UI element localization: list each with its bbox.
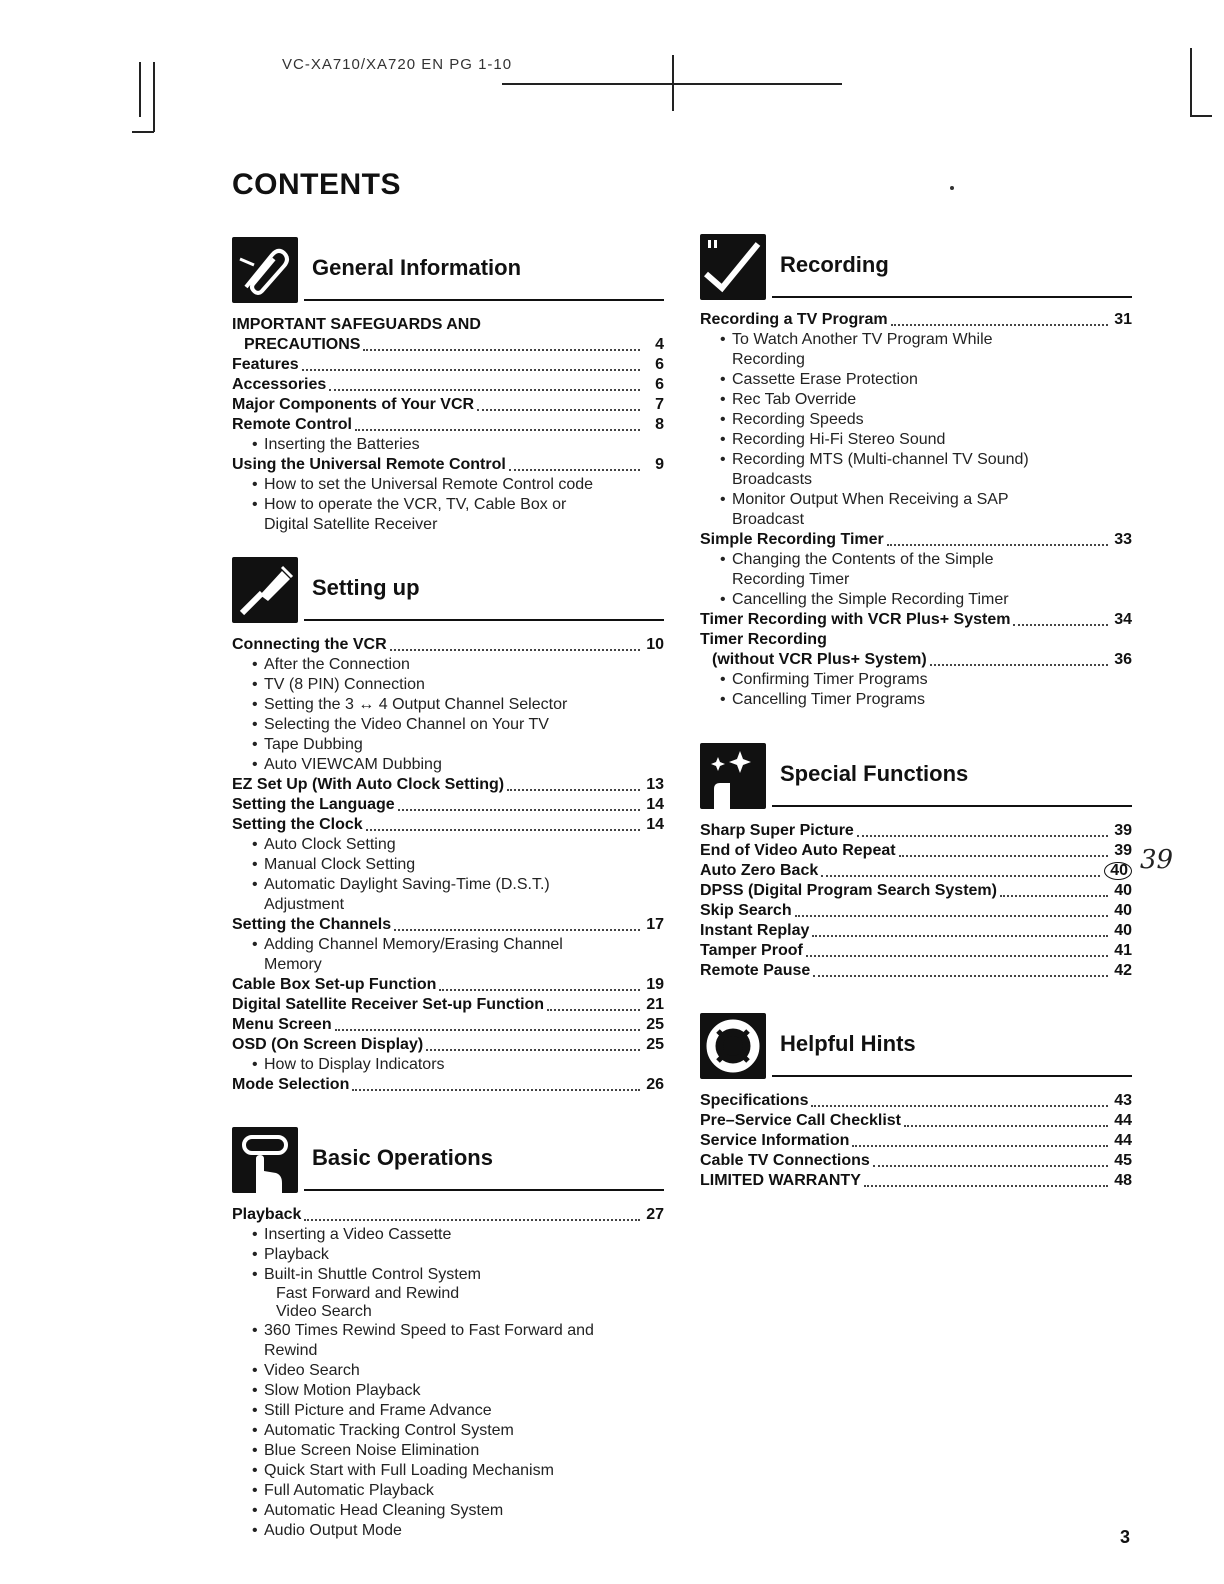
- toc-entry-setting-channels[interactable]: [232, 915, 664, 935]
- toc-entry-remote-control[interactable]: [232, 415, 664, 435]
- section-rule: [304, 299, 664, 301]
- toc-entry-ez-set-up[interactable]: [232, 775, 664, 795]
- section-title: Basic Operations: [312, 1145, 493, 1170]
- section-header: [700, 1013, 1132, 1081]
- toc-page-number: 25: [646, 1036, 664, 1053]
- toc-subitem: • Inserting the Batteries: [232, 435, 664, 455]
- dot-leader: [507, 789, 640, 791]
- header-rule-tick: [672, 55, 674, 111]
- toc-list: [700, 821, 1132, 981]
- toc-entry-label: Playback: [232, 1206, 302, 1223]
- toc-page-number: 31: [1114, 311, 1132, 328]
- toc-entry-label: Connecting the VCR: [232, 636, 387, 653]
- page-number: 3: [1120, 1527, 1131, 1547]
- section-rule: [772, 805, 1132, 807]
- toc-entry-label: Service Information: [700, 1132, 850, 1149]
- toc-subitem: • 360 Times Rewind Speed to Fast Forward and: [232, 1321, 664, 1341]
- section-header: [232, 237, 664, 305]
- section-setting-up: [232, 557, 664, 1095]
- toc-page-number: 36: [1114, 651, 1132, 668]
- checkmark-icon: [700, 234, 766, 300]
- toc-subitem-continued: Video Search: [276, 1303, 372, 1320]
- dot-leader: [426, 1049, 640, 1051]
- toc-entry-prefix: [700, 630, 1132, 650]
- dot-leader: [477, 409, 640, 411]
- crop-mark-left-b: [153, 62, 155, 132]
- toc-subitem: • Blue Screen Noise Elimination: [232, 1441, 664, 1461]
- toc-entry-timer-vcr-plus[interactable]: [700, 610, 1132, 630]
- section-header: [232, 1127, 664, 1195]
- toc-page-number: 26: [646, 1076, 664, 1093]
- toc-subitem: • Cancelling the Simple Recording Timer: [700, 590, 1132, 610]
- toc-subitem-continued: Recording Timer: [732, 571, 850, 588]
- toc-subitem: • Automatic Head Cleaning System: [232, 1501, 664, 1521]
- toc-list: [700, 310, 1132, 710]
- dot-leader: [930, 664, 1108, 666]
- toc-entry-universal-remote[interactable]: [232, 455, 664, 475]
- dot-leader: [439, 989, 640, 991]
- toc-entry-auto-zero-back[interactable]: [700, 861, 1132, 881]
- life-ring-icon: [700, 1013, 766, 1079]
- toc-entry-label: PRECAUTIONS: [244, 336, 361, 353]
- toc-subitem: • Manual Clock Setting: [232, 855, 664, 875]
- toc-entry-sharp-super-picture[interactable]: [700, 821, 1132, 841]
- toc-entry-remote-pause[interactable]: [700, 961, 1132, 981]
- toc-subitem: • TV (8 PIN) Connection: [232, 675, 664, 695]
- toc-entry-label: Menu Screen: [232, 1016, 332, 1033]
- toc-entry-label: Digital Satellite Receiver Set-up Function: [232, 996, 545, 1013]
- toc-entry-cable-tv-connections[interactable]: [700, 1151, 1132, 1171]
- section-basic-operations: [232, 1127, 664, 1541]
- section-title: Setting up: [312, 575, 420, 600]
- toc-entry-label: EZ Set Up (With Auto Clock Setting): [232, 776, 505, 793]
- section-rule: [772, 1075, 1132, 1077]
- toc-subitem: • Changing the Contents of the Simple: [700, 550, 1132, 570]
- toc-subitem: • Audio Output Mode: [232, 1521, 664, 1541]
- toc-subitem-continued: Memory: [264, 956, 322, 973]
- toc-subitem: • Still Picture and Frame Advance: [232, 1401, 664, 1421]
- toc-subitem: • Cassette Erase Protection: [700, 370, 1132, 390]
- dot-leader: [355, 429, 640, 431]
- toc-subitem: • Automatic Daylight Saving-Time (D.S.T.): [232, 875, 664, 895]
- toc-subitem: • Inserting a Video Cassette: [232, 1225, 664, 1245]
- dot-leader: [304, 1219, 640, 1221]
- toc-subitem: • Setting the 3 ↔ 4 Output Channel Selector: [232, 695, 664, 715]
- toc-subitem: • How to operate the VCR, TV, Cable Box or: [232, 495, 664, 515]
- toc-subitem: • Monitor Output When Receiving a SAP: [700, 490, 1132, 510]
- dot-leader: [302, 369, 640, 371]
- toc-entry-dpss[interactable]: [700, 881, 1132, 901]
- toc-entry-label: Sharp Super Picture: [700, 822, 854, 839]
- toc-entry-label: Features: [232, 356, 299, 373]
- toc-page-number: 9: [655, 456, 664, 473]
- toc-subitem: • Quick Start with Full Loading Mechanism: [232, 1461, 664, 1481]
- toc-subitem: • Built-in Shuttle Control System: [232, 1265, 664, 1285]
- dot-leader: [329, 389, 640, 391]
- section-general-information: [232, 237, 664, 535]
- toc-page-number: 17: [646, 916, 664, 933]
- toc-subitem: • Playback: [232, 1245, 664, 1265]
- dot-leader: [547, 1009, 640, 1011]
- document-code: VC-XA710/XA720 EN PG 1-10: [282, 56, 513, 73]
- toc-subitem: • To Watch Another TV Program While: [700, 330, 1132, 350]
- toc-entry-recording-tv-program[interactable]: [700, 310, 1132, 330]
- section-header: [232, 557, 664, 625]
- toc-page-number: 13: [646, 776, 664, 793]
- dot-leader: [891, 324, 1108, 326]
- toc-entry-simple-recording-timer[interactable]: [700, 530, 1132, 550]
- screwdriver-icon: [232, 557, 298, 623]
- toc-subitem: • Auto Clock Setting: [232, 835, 664, 855]
- section-special-functions: [700, 743, 1132, 981]
- toc-entry-label: Skip Search: [700, 902, 792, 919]
- toc-subitem: • Rec Tab Override: [700, 390, 1132, 410]
- section-rule: [304, 619, 664, 621]
- toc-entry-label: Cable TV Connections: [700, 1152, 870, 1169]
- toc-entry-label: OSD (On Screen Display): [232, 1036, 424, 1053]
- toc-entry-instant-replay[interactable]: [700, 921, 1132, 941]
- toc-subitem: • Auto VIEWCAM Dubbing: [232, 755, 664, 775]
- toc-subitem-continued: Adjustment: [264, 896, 345, 913]
- toc-entry-connecting-vcr[interactable]: [232, 635, 664, 655]
- section-title: Special Functions: [780, 761, 969, 786]
- toc-entry-label: Auto Zero Back: [700, 862, 819, 879]
- crop-mark-left-c: [132, 131, 154, 133]
- toc-subitem: • Cancelling Timer Programs: [700, 690, 1132, 710]
- toc-subitem: • Confirming Timer Programs: [700, 670, 1132, 690]
- toc-entry-label: Specifications: [700, 1092, 809, 1109]
- dot-leader: [509, 469, 640, 471]
- dot-leader: [394, 929, 640, 931]
- toc-entry-digital-satellite[interactable]: [232, 995, 664, 1015]
- toc-subitem: • How to Display Indicators: [232, 1055, 664, 1075]
- toc-page-number: 40: [1114, 882, 1132, 899]
- toc-page-number: 6: [655, 356, 664, 373]
- toc-page-number: 6: [655, 376, 664, 393]
- toc-entry-major-components[interactable]: [232, 395, 664, 415]
- toc-entry-label: Setting the Language: [232, 796, 395, 813]
- toc-page-number: 40: [1114, 902, 1132, 919]
- crop-mark-left-a: [139, 62, 141, 117]
- toc-page-number: 41: [1114, 942, 1132, 959]
- toc-subitem-continued: Broadcast: [732, 511, 805, 528]
- toc-subitem: • Automatic Tracking Control System: [232, 1421, 664, 1441]
- toc-page-number: 48: [1114, 1172, 1132, 1189]
- toc-entry-menu-screen[interactable]: [232, 1015, 664, 1035]
- section-title: Recording: [780, 252, 889, 277]
- toc-subitem-continued: Rewind: [264, 1342, 318, 1359]
- section-helpful-hints: [700, 1013, 1132, 1191]
- toc-entry-label: DPSS (Digital Program Search System): [700, 882, 997, 899]
- toc-list: [232, 315, 664, 535]
- toc-entry-features[interactable]: [232, 355, 664, 375]
- toc-page-number: 43: [1114, 1092, 1132, 1109]
- toc-list: [700, 1091, 1132, 1191]
- toc-entry-specifications[interactable]: [700, 1091, 1132, 1111]
- section-rule: [772, 296, 1132, 298]
- sparkle-hand-icon: [700, 743, 766, 809]
- dot-leader: [852, 1145, 1108, 1147]
- dot-leader: [904, 1125, 1108, 1127]
- toc-entry-cable-box[interactable]: [232, 975, 664, 995]
- toc-page-number: 27: [646, 1206, 664, 1223]
- hand-press-icon: [232, 1127, 298, 1193]
- toc-subitem: • How to set the Universal Remote Control code: [232, 475, 664, 495]
- section-title: Helpful Hints: [780, 1031, 916, 1056]
- toc-subitem: • Video Search: [232, 1361, 664, 1381]
- toc-page-number: 7: [655, 396, 664, 413]
- toc-entry-label: Simple Recording Timer: [700, 531, 884, 548]
- dot-leader: [806, 955, 1108, 957]
- toc-subitem: • Adding Channel Memory/Erasing Channel: [232, 935, 664, 955]
- toc-subitem: • Recording Hi-Fi Stereo Sound: [700, 430, 1132, 450]
- toc-entry-label: Timer Recording: [700, 631, 827, 648]
- toc-page-number: 33: [1114, 531, 1132, 548]
- toc-entry-label: End of Video Auto Repeat: [700, 842, 896, 859]
- toc-entry-setting-language[interactable]: [232, 795, 664, 815]
- toc-entry-label: Using the Universal Remote Control: [232, 456, 506, 473]
- toc-entry-accessories[interactable]: [232, 375, 664, 395]
- toc-list: [232, 1205, 664, 1541]
- page-title: CONTENTS: [232, 168, 401, 201]
- toc-subitem: • Tape Dubbing: [232, 735, 664, 755]
- dot-leader: [363, 349, 640, 351]
- toc-page-number: 25: [646, 1016, 664, 1033]
- toc-page-number-circled: 40: [1104, 862, 1132, 880]
- toc-page-number: 40: [1114, 922, 1132, 939]
- toc-entry-limited-warranty[interactable]: [700, 1171, 1132, 1191]
- paperclip-icon: [232, 237, 298, 303]
- toc-list: [232, 635, 664, 1095]
- dot-leader: [864, 1185, 1108, 1187]
- toc-entry-pre-service-checklist[interactable]: [700, 1111, 1132, 1131]
- section-rule: [304, 1189, 664, 1191]
- toc-entry-end-of-video-auto-repeat[interactable]: [700, 841, 1132, 861]
- stray-dot: [950, 186, 954, 190]
- dot-leader: [857, 835, 1108, 837]
- toc-subitem: • Recording Speeds: [700, 410, 1132, 430]
- toc-entry-label: Timer Recording with VCR Plus+ System: [700, 611, 1011, 628]
- handwritten-annotation: 39: [1140, 845, 1174, 875]
- toc-entry-label: Cable Box Set-up Function: [232, 976, 437, 993]
- toc-entry-label: Setting the Clock: [232, 816, 363, 833]
- toc-entry-service-information[interactable]: [700, 1131, 1132, 1151]
- dot-leader: [390, 649, 640, 651]
- dot-leader: [1000, 895, 1108, 897]
- toc-entry-label: Remote Pause: [700, 962, 811, 979]
- toc-subitem-continued: Fast Forward and Rewind: [276, 1285, 460, 1302]
- dot-leader: [366, 829, 640, 831]
- dot-leader: [813, 975, 1108, 977]
- toc-entry-label: Setting the Channels: [232, 916, 392, 933]
- toc-entry-label: Mode Selection: [232, 1076, 350, 1093]
- toc-entry-label: Tamper Proof: [700, 942, 803, 959]
- toc-subitem: • Slow Motion Playback: [232, 1381, 664, 1401]
- toc-subitem-continued: Recording: [732, 351, 805, 368]
- crop-mark-right-b: [1190, 115, 1212, 117]
- toc-entry-setting-clock[interactable]: [232, 815, 664, 835]
- section-title: General Information: [312, 255, 522, 280]
- toc-page-number: 42: [1114, 962, 1132, 979]
- toc-entry-tamper-proof[interactable]: [700, 941, 1132, 961]
- toc-entry-playback[interactable]: [232, 1205, 664, 1225]
- section-recording: [700, 234, 1132, 710]
- section-header: [700, 234, 1132, 302]
- section-header: [700, 743, 1132, 811]
- toc-page-number: 39: [1114, 842, 1132, 859]
- toc-page-number: 14: [646, 796, 664, 813]
- toc-subitem: • Recording MTS (Multi-channel TV Sound): [700, 450, 1132, 470]
- toc-entry-skip-search[interactable]: [700, 901, 1132, 921]
- dot-leader: [899, 855, 1108, 857]
- toc-page-number: 14: [646, 816, 664, 833]
- toc-page-number: 44: [1114, 1112, 1132, 1129]
- toc-entry-precautions[interactable]: [232, 335, 664, 355]
- toc-page-number: 4: [655, 336, 664, 353]
- toc-page-number: 44: [1114, 1132, 1132, 1149]
- toc-entry-label: LIMITED WARRANTY: [700, 1172, 861, 1189]
- toc-page-number: 10: [646, 636, 664, 653]
- toc-entry-label: Major Components of Your VCR: [232, 396, 475, 413]
- toc-subitem: • After the Connection: [232, 655, 664, 675]
- dot-leader: [1013, 624, 1108, 626]
- toc-subitem-continued: Broadcasts: [732, 471, 813, 488]
- toc-page-number: 45: [1114, 1152, 1132, 1169]
- toc-entry-label: Pre–Service Call Checklist: [700, 1112, 902, 1129]
- dot-leader: [873, 1165, 1108, 1167]
- dot-leader: [887, 544, 1108, 546]
- crop-mark-right-a: [1190, 48, 1192, 116]
- toc-entry-label: IMPORTANT SAFEGUARDS AND: [232, 316, 481, 333]
- toc-entry-label: Instant Replay: [700, 922, 810, 939]
- toc-page-number: 21: [646, 996, 664, 1013]
- toc-entry-label: Remote Control: [232, 416, 352, 433]
- toc-subitem: • Selecting the Video Channel on Your TV: [232, 715, 664, 735]
- dot-leader: [335, 1029, 640, 1031]
- toc-page-number: 8: [655, 416, 664, 433]
- dot-leader: [812, 935, 1108, 937]
- toc-subitem-continued: Digital Satellite Receiver: [264, 516, 438, 533]
- toc-entry-mode-selection[interactable]: [232, 1075, 664, 1095]
- dot-leader: [821, 875, 1100, 877]
- toc-page-number: 39: [1114, 822, 1132, 839]
- toc-entry-label: Accessories: [232, 376, 327, 393]
- toc-subitem: • Full Automatic Playback: [232, 1481, 664, 1501]
- dot-leader: [795, 915, 1108, 917]
- dot-leader: [811, 1105, 1108, 1107]
- dot-leader: [352, 1089, 640, 1091]
- toc-entry-prefix: [232, 315, 664, 335]
- toc-page-number: 34: [1114, 611, 1132, 628]
- dot-leader: [398, 809, 640, 811]
- toc-entry-osd[interactable]: [232, 1035, 664, 1055]
- toc-entry-label: Recording a TV Program: [700, 311, 888, 328]
- toc-entry-label: (without VCR Plus+ System): [712, 651, 927, 668]
- toc-entry-timer-without-vcr-plus[interactable]: [700, 650, 1132, 670]
- toc-page-number: 19: [646, 976, 664, 993]
